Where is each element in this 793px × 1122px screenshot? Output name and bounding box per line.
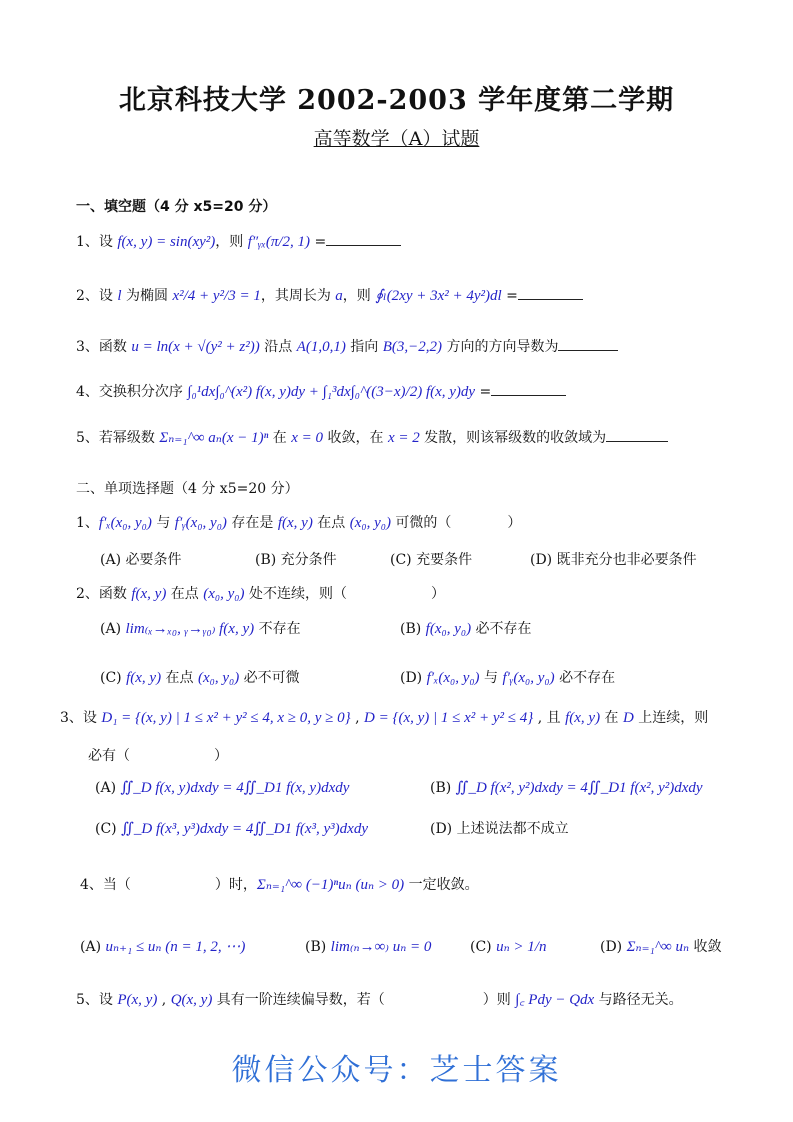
choice-1-option-a: [100, 550, 181, 570]
question-text: =: [501, 288, 518, 304]
question-text: =: [475, 384, 492, 400]
question-text: 上连续，则: [633, 710, 709, 726]
choice-question-4: [80, 875, 479, 895]
answer-blank: [491, 383, 566, 396]
fill-question-2: [76, 286, 583, 306]
choice-2-option-d: [400, 668, 615, 688]
question-text: 必不存在: [554, 670, 616, 686]
question-text: 一定收敛。: [404, 877, 479, 893]
question-text: 3、函数: [76, 339, 132, 355]
question-text: ,: [157, 992, 171, 1008]
question-text: (D): [600, 939, 627, 955]
question-text: 处不连续，则（ ）: [244, 586, 445, 602]
question-text: 为椭圆: [121, 288, 173, 304]
choice-3-option-d: [430, 819, 569, 839]
question-text: 收敛，在: [323, 430, 388, 446]
question-text: =: [310, 234, 327, 250]
choice-question-3: [60, 708, 708, 728]
math-expression: f′ᵧ(x₀, y₀): [174, 515, 227, 531]
math-expression: x²/4 + y²/3 = 1: [172, 288, 261, 304]
math-expression: A(1,0,1): [296, 339, 346, 355]
choice-4-option-d: [600, 937, 722, 957]
question-text: 4、交换积分次序: [76, 384, 188, 400]
question-text: 存在是: [226, 515, 278, 531]
question-text: (A): [95, 780, 121, 796]
math-expression: (x₀, y₀): [197, 670, 240, 686]
question-text: 必有（ ）: [88, 748, 228, 764]
answer-blank: [606, 429, 668, 442]
math-expression: f′ₓ(x₀, y₀): [98, 515, 152, 531]
question-text: ,: [350, 710, 364, 726]
choice-2-option-b: [400, 619, 532, 639]
question-text: 在点: [161, 670, 198, 686]
answer-blank: [558, 338, 618, 351]
question-text: , 且: [533, 710, 566, 726]
question-text: (C): [470, 939, 497, 955]
choice-1-option-c: [390, 550, 472, 570]
math-expression: ∫₀¹dx∫₀^(x²) f(x, y)dy + ∫₁³dx∫₀^((3−x)/2) f(x, y)dy: [187, 384, 476, 400]
section-2-heading: 二、单项选择题（4 分 x5=20 分）: [76, 481, 299, 497]
math-expression: f(x, y): [131, 586, 167, 602]
question-text: 与: [151, 515, 175, 531]
math-expression: f′ₓ(x₀, y₀): [426, 670, 480, 686]
math-expression: ∮ₗ(2xy + 3x² + 4y²)dl: [375, 288, 502, 304]
exam-subtitle: [0, 124, 793, 151]
math-expression: lim₍ₓ→ₓ₀, ᵧ→ᵧ₀₎ f(x, y): [125, 621, 255, 637]
choice-question-3-cont: [88, 746, 228, 766]
question-text: (D) 上述说法都不成立: [430, 821, 569, 837]
choice-4-option-b: [305, 937, 431, 957]
math-expression: f″ᵧₓ(π/2, 1): [247, 234, 311, 250]
choice-3-option-c: [95, 819, 368, 839]
question-text: 3、设: [60, 710, 102, 726]
math-expression: Σₙ₌₁^∞ aₙ(x − 1)ⁿ: [159, 430, 269, 446]
question-text: (B): [400, 621, 426, 637]
question-text: (A) 必要条件: [100, 552, 182, 568]
math-expression: B(3,−2,2): [382, 339, 443, 355]
question-text: 1、设: [76, 234, 118, 250]
choice-1-option-b: [255, 550, 337, 570]
question-text: 5、设: [76, 992, 118, 1008]
question-text: 具有一阶连续偏导数，若（ ）则: [212, 992, 516, 1008]
math-expression: uₙ > 1/n: [496, 939, 547, 955]
fill-question-3: [76, 337, 618, 357]
exam-subtitle-text: 高等数学（A）试题: [313, 128, 480, 150]
math-expression: x = 0: [291, 430, 324, 446]
math-expression: f′ᵧ(x₀, y₀): [502, 670, 555, 686]
question-text: (A): [80, 939, 106, 955]
choice-4-option-a: [80, 937, 245, 957]
choice-3-option-b: [430, 778, 703, 798]
question-text: 在: [600, 710, 623, 726]
math-expression: ∬_D f(x, y)dxdy = 4∬_D1 f(x, y)dxdy: [120, 780, 350, 796]
question-text: 与路径无关。: [594, 992, 683, 1008]
question-text: (D): [400, 670, 427, 686]
math-expression: uₙ₊₁ ≤ uₙ (n = 1, 2, ⋯): [105, 939, 246, 955]
question-text: 在点: [166, 586, 204, 602]
watermark: 微信公众号：芝士答案: [231, 1053, 562, 1088]
question-text: 在点: [312, 515, 350, 531]
math-expression: f(x, y) = sin(xy²): [117, 234, 216, 250]
question-text: 发散，则该幂级数的收敛域为: [419, 430, 607, 446]
question-text: (C): [95, 821, 122, 837]
math-expression: u = ln(x + √(y² + z²)): [131, 339, 260, 355]
math-expression: D = {(x, y) | 1 ≤ x² + y² ≤ 4}: [364, 710, 534, 726]
math-expression: D₁ = {(x, y) | 1 ≤ x² + y² ≤ 4, x ≥ 0, y ≥ 0}: [101, 710, 351, 726]
math-expression: f(x₀, y₀): [425, 621, 472, 637]
choice-2-option-a: [100, 619, 301, 639]
section-1-heading: 一、填空题（4 分 x5=20 分）: [76, 199, 277, 215]
question-text: 指向: [345, 339, 383, 355]
math-expression: f(x, y): [565, 710, 601, 726]
exam-title: 北京科技大学 2002-2003 学年度第二学期: [118, 85, 675, 116]
question-text: ，则: [342, 288, 376, 304]
math-expression: (x₀, y₀): [349, 515, 391, 531]
question-text: 沿点: [259, 339, 297, 355]
question-text: 2、设: [76, 288, 118, 304]
question-text: ，则: [215, 234, 248, 250]
answer-blank: [326, 233, 401, 246]
question-text: (A): [100, 621, 126, 637]
math-expression: a: [335, 288, 343, 304]
question-text: 方向的方向导数为: [442, 339, 559, 355]
question-text: 不存在: [254, 621, 301, 637]
question-text: 必不存在: [471, 621, 532, 637]
question-text: (C): [100, 670, 127, 686]
question-text: 在: [268, 430, 292, 446]
math-expression: lim₍ₙ→∞₎ uₙ = 0: [330, 939, 432, 955]
math-expression: f(x, y): [277, 515, 313, 531]
question-text: (B): [430, 780, 456, 796]
question-text: 可微的（ ）: [390, 515, 522, 531]
question-text: ，其周长为: [260, 288, 336, 304]
question-text: 必不可微: [239, 670, 300, 686]
math-expression: l: [117, 288, 122, 304]
choice-1-option-d: [530, 550, 697, 570]
choice-3-option-a: [95, 778, 349, 798]
fill-question-4: [76, 382, 566, 402]
question-text: (B): [305, 939, 331, 955]
answer-blank: [518, 287, 583, 300]
choice-2-option-c: [100, 668, 300, 688]
math-expression: Σₙ₌₁^∞ (−1)ⁿuₙ (uₙ > 0): [256, 877, 405, 893]
fill-question-1: [76, 232, 401, 252]
question-text: 5、若幂级数: [76, 430, 160, 446]
math-expression: f(x, y): [126, 670, 162, 686]
question-text: 收敛: [689, 939, 722, 955]
math-expression: Σₙ₌₁^∞ uₙ: [626, 939, 690, 955]
math-expression: ∫꜀ Pdy − Qdx: [515, 992, 595, 1008]
question-text: 1、: [76, 515, 99, 531]
math-expression: ∬_D f(x², y²)dxdy = 4∬_D1 f(x², y²)dxdy: [455, 780, 703, 796]
question-text: (C) 充要条件: [390, 552, 473, 568]
fill-question-5: [76, 428, 668, 448]
choice-question-5: [76, 990, 683, 1010]
question-text: 4、当（ ）时，: [80, 877, 257, 893]
choice-question-1: [76, 513, 521, 533]
math-expression: Q(x, y): [170, 992, 213, 1008]
choice-4-option-c: [470, 937, 546, 957]
question-text: 与: [479, 670, 503, 686]
math-expression: ∬_D f(x³, y³)dxdy = 4∬_D1 f(x³, y³)dxdy: [121, 821, 368, 837]
question-text: (D) 既非充分也非必要条件: [530, 552, 697, 568]
choice-question-2: [76, 584, 445, 604]
math-expression: P(x, y): [117, 992, 158, 1008]
math-expression: D: [622, 710, 634, 726]
question-text: (B) 充分条件: [255, 552, 337, 568]
math-expression: x = 2: [387, 430, 420, 446]
question-text: 2、函数: [76, 586, 132, 602]
math-expression: (x₀, y₀): [203, 586, 245, 602]
